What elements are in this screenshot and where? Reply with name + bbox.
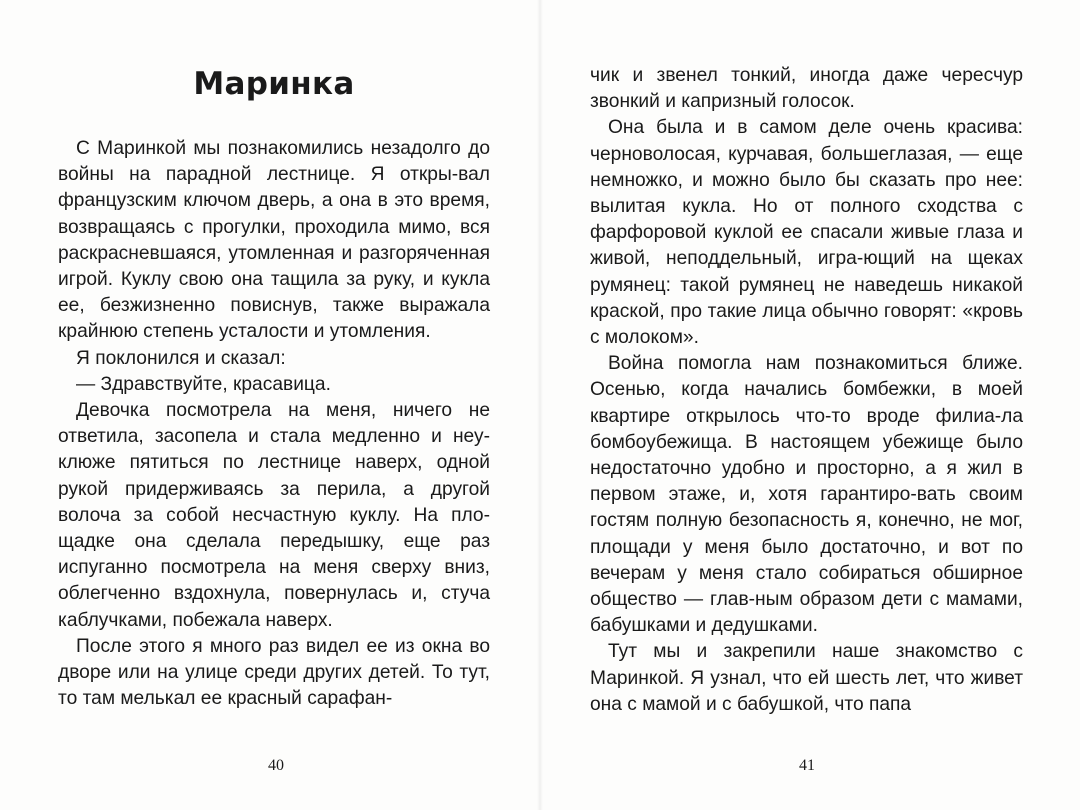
paragraph: После этого я много раз видел ее из окна во дворе или на улице среди других детей. То тут, то там мелькал ее красный сарафан- [58,635,490,710]
paragraph: Тут мы и закрепили наше знакомство с Маринкой. Я узнал, что ей шесть лет, что живет она с мамой и с бабушкой, что папа [590,641,1023,715]
paragraph: С Маринкой мы познакомились незадолго до войны на парадной лестнице. Я откры-вал французским ключом дверь, а она в это время, возвращаясь с прогулки, проходила мимо, вся раскрасневшаяся, утомленная и разгоряченная игрой. Куклу свою она тащила за руку, и кукла ее, безжизненно повиснув, также выражала крайнюю степень усталости и утомления. [58,138,490,343]
page-number: 41 [799,757,815,774]
left-page-text [58,136,490,712]
paragraph: Я поклонился и сказал: [76,347,286,369]
paragraph: Война помогла нам познакомиться ближе. Осенью, когда начались бомбежки, в моей квартире открылось что-то вроде филиа-ла бомбоубежища. В настоящем убежище было недостаточно удобно и просторно, а я жил в первом этаже, и, хотя гарантиро-вать своим гостям полную безопасность я, конечно, не мог, площади у меня было достаточно, и вот по вечерам у меня стало собираться обширное общество — глав-ным образом дети с мамами, бабушками и дедушками. [590,353,1023,637]
chapter-title: Маринка [193,66,355,102]
right-page [540,0,1080,810]
paragraph: — Здравствуйте, красавица. [76,373,331,395]
page-number: 40 [268,757,284,774]
paragraph: Она была и в самом деле очень красива: черноволосая, курчавая, большеглазая, — еще немножко, и можно было бы сказать про нее: вылитая кукла. Но от полного сходства с фарфоровой куклой ее спасали живые глаза и живой, неподдельный, игра-ющий на щеках румянец: такой румянец не наведешь никакой краской, про такие лица обычно говорят: «кровь с молоком». [590,117,1023,349]
paragraph: Девочка посмотрела на меня, ничего не ответила, засопела и стала медленно и неу-клюже пятиться по лестнице наверх, одной рукой придерживаясь за перила, а другой волоча за собой несчастную куклу. На пло-щадке она сделала передышку, еще раз испуганно посмотрела на меня сверху вниз, облегченно вздохнула, повернулась и, стуча каблучками, побежала наверх. [58,400,490,631]
paragraph: чик и звенел тонкий, иногда даже чересчур звонкий и капризный голосок. [590,65,1023,113]
right-page-text [590,63,1023,718]
